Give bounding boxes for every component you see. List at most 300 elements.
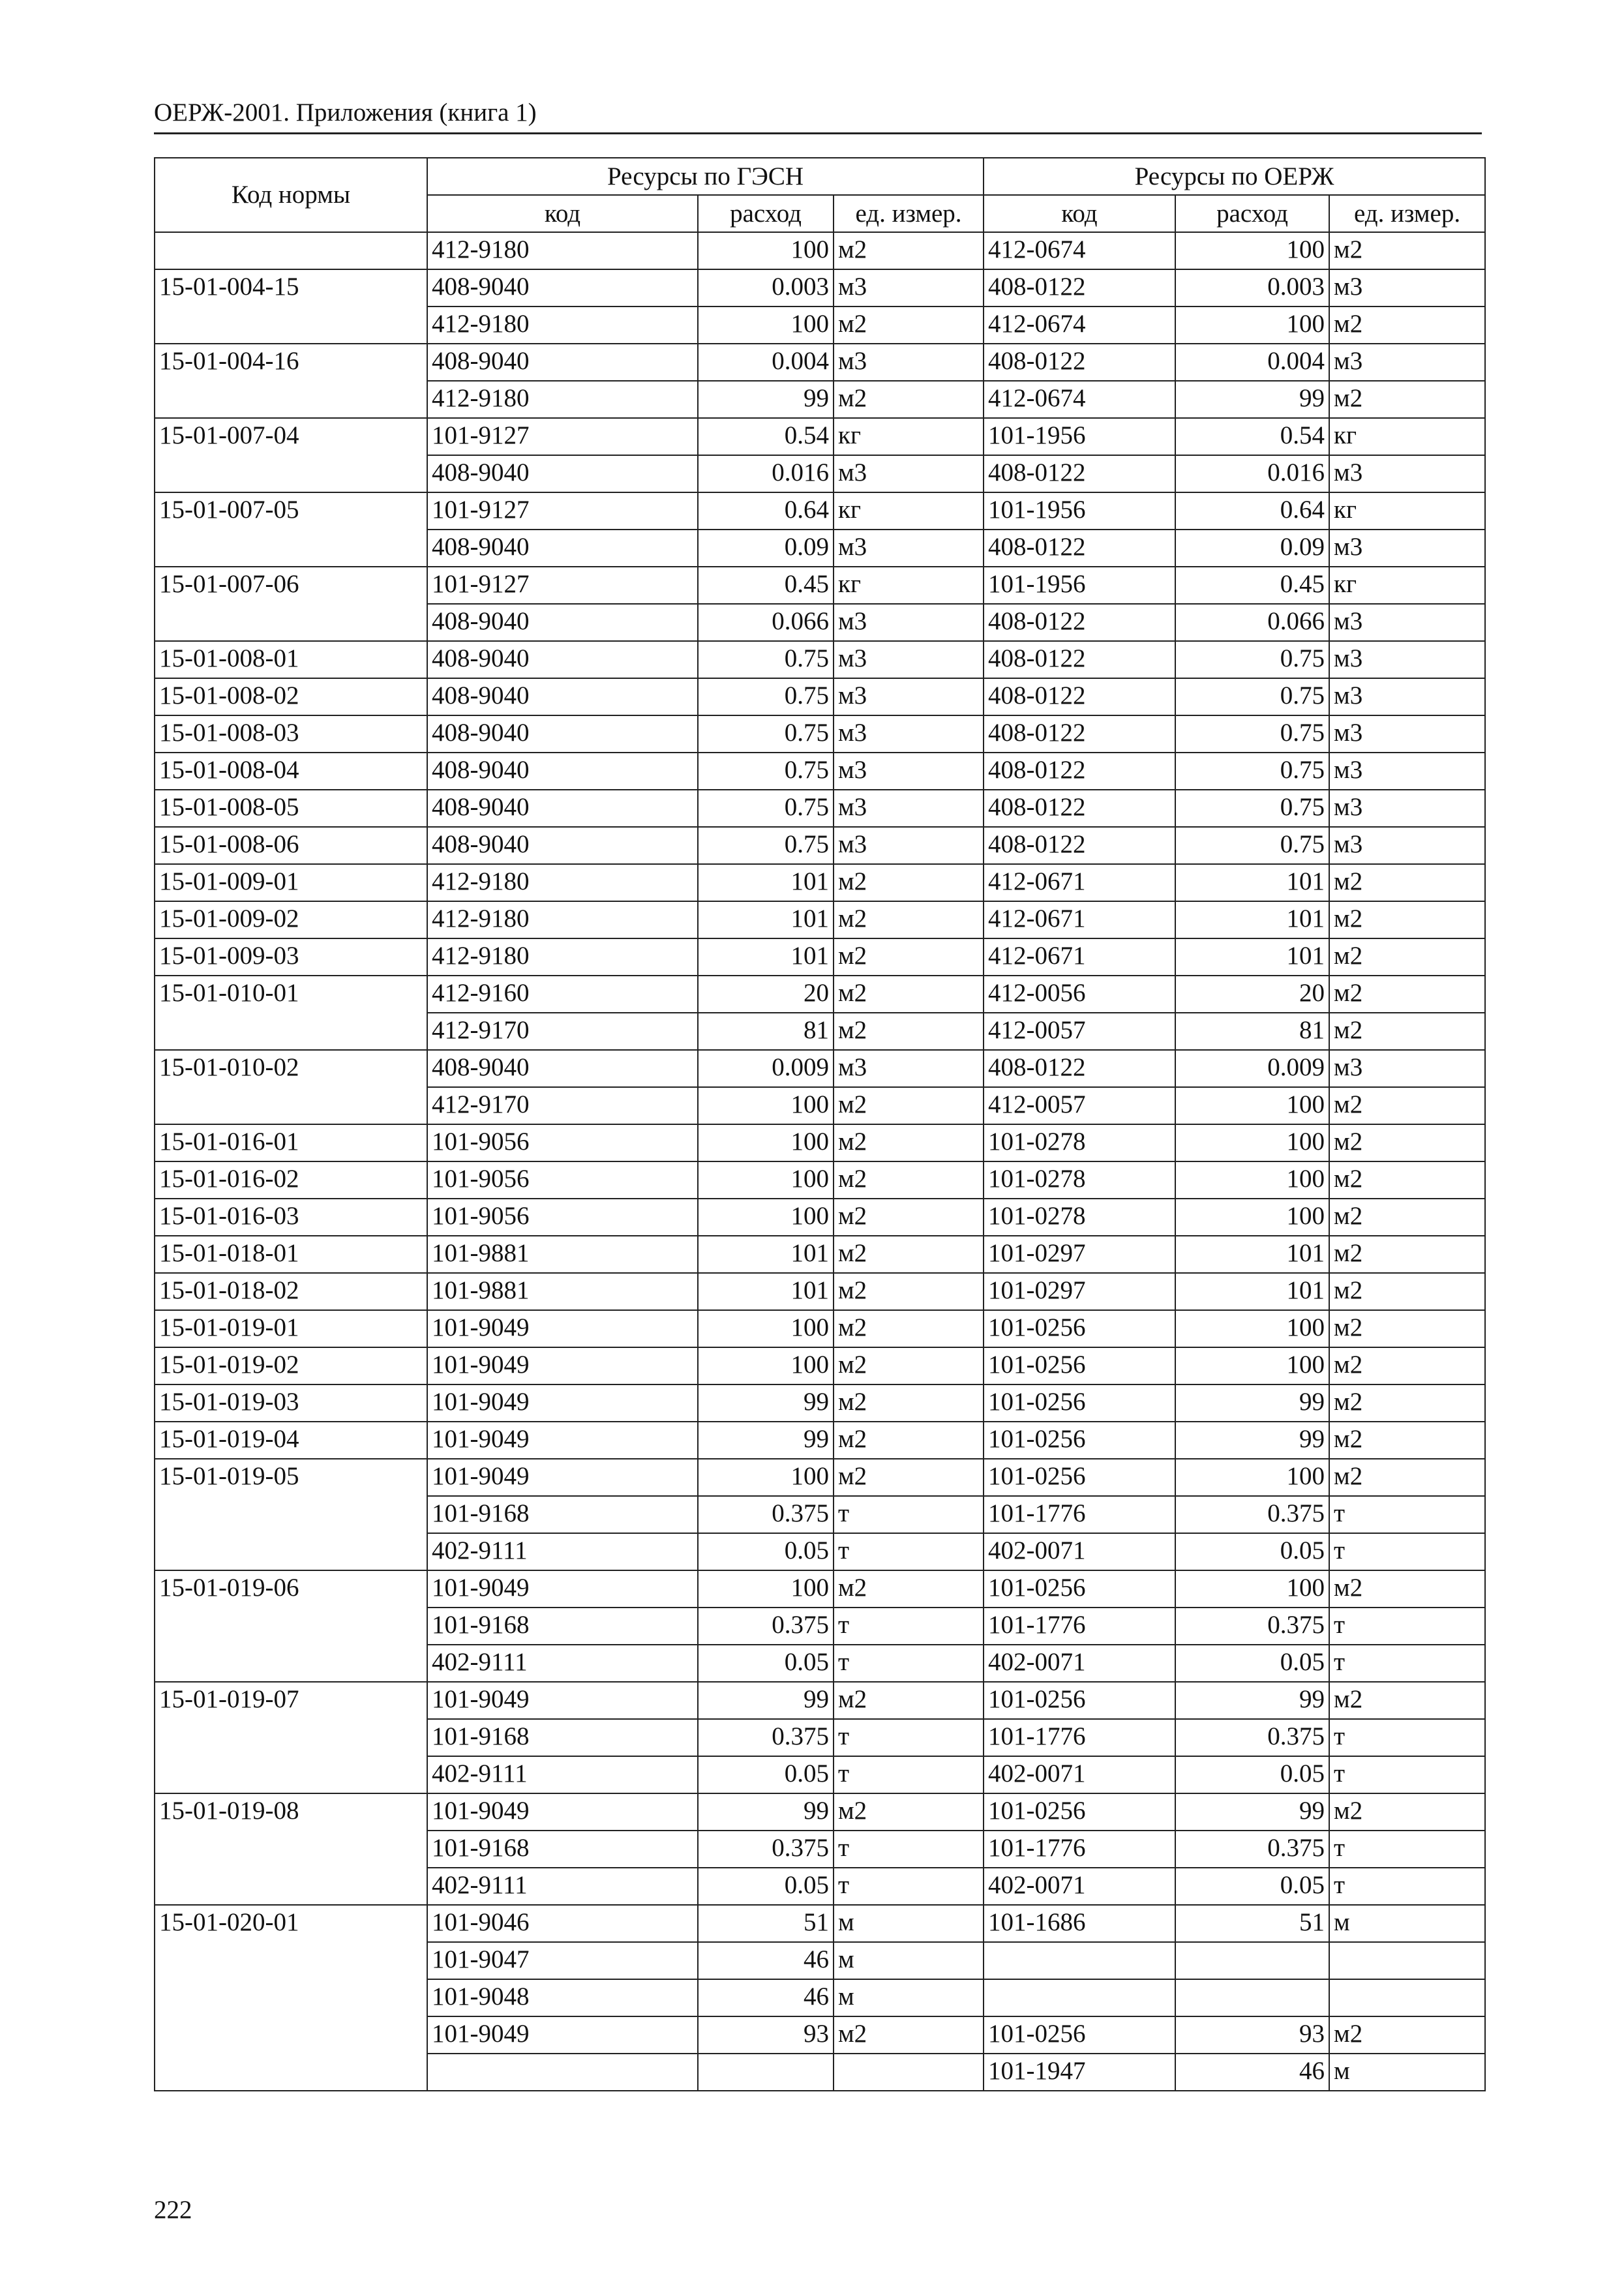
oerzh-amount-cell: 0.75 <box>1175 678 1329 715</box>
oerzh-code-cell: 408-0122 <box>984 455 1175 492</box>
gesn-amount-cell: 99 <box>698 1422 834 1459</box>
oerzh-code-cell: 101-0297 <box>984 1236 1175 1273</box>
gesn-code-cell: 408-9040 <box>427 269 698 307</box>
gesn-unit-cell: т <box>834 1496 984 1533</box>
oerzh-unit-cell: м3 <box>1329 455 1485 492</box>
gesn-code-cell: 402-9111 <box>427 1756 698 1793</box>
gesn-code-cell: 101-9049 <box>427 1347 698 1384</box>
norm-code-cell: 15-01-007-05 <box>155 492 427 567</box>
table-row <box>155 269 1485 307</box>
gesn-amount-cell <box>698 2054 834 2091</box>
gesn-code-cell: 101-9168 <box>427 1608 698 1645</box>
gesn-code-cell: 101-9049 <box>427 1384 698 1422</box>
norm-code-cell: 15-01-010-01 <box>155 976 427 1050</box>
oerzh-code-cell: 412-0674 <box>984 307 1175 344</box>
gesn-unit-cell: м2 <box>834 1087 984 1124</box>
oerzh-amount-cell: 101 <box>1175 1273 1329 1310</box>
oerzh-code-cell: 101-0278 <box>984 1199 1175 1236</box>
oerzh-unit-cell: м2 <box>1329 381 1485 418</box>
oerzh-code-cell <box>984 1979 1175 2016</box>
oerzh-unit-cell: м2 <box>1329 976 1485 1013</box>
gesn-amount-cell: 100 <box>698 1310 834 1347</box>
norm-code-cell: 15-01-020-01 <box>155 1905 427 2091</box>
oerzh-unit-cell: кг <box>1329 492 1485 530</box>
header-gesn-group: Ресурсы по ГЭСН <box>427 158 984 195</box>
oerzh-code-cell: 101-1956 <box>984 567 1175 604</box>
table-row <box>155 678 1485 715</box>
page-number: 222 <box>154 2196 192 2224</box>
norm-code-cell: 15-01-004-16 <box>155 344 427 418</box>
oerzh-unit-cell: м2 <box>1329 938 1485 976</box>
gesn-code-cell: 101-9049 <box>427 1570 698 1608</box>
gesn-amount-cell: 0.75 <box>698 790 834 827</box>
oerzh-unit-cell: т <box>1329 1831 1485 1868</box>
table-row <box>155 344 1485 381</box>
gesn-unit-cell: м2 <box>834 864 984 901</box>
oerzh-amount-cell: 101 <box>1175 1236 1329 1273</box>
gesn-amount-cell: 99 <box>698 381 834 418</box>
oerzh-amount-cell: 0.09 <box>1175 530 1329 567</box>
oerzh-amount-cell: 100 <box>1175 1347 1329 1384</box>
oerzh-amount-cell: 0.016 <box>1175 455 1329 492</box>
oerzh-amount-cell: 0.54 <box>1175 418 1329 455</box>
oerzh-code-cell: 402-0071 <box>984 1645 1175 1682</box>
gesn-code-cell: 101-9056 <box>427 1199 698 1236</box>
gesn-unit-cell: м2 <box>834 901 984 938</box>
gesn-code-cell: 101-9168 <box>427 1496 698 1533</box>
table-row <box>155 1347 1485 1384</box>
oerzh-code-cell: 412-0674 <box>984 381 1175 418</box>
gesn-amount-cell: 0.75 <box>698 641 834 678</box>
oerzh-code-cell: 408-0122 <box>984 790 1175 827</box>
norm-code-cell: 15-01-010-02 <box>155 1050 427 1124</box>
gesn-unit-cell: м3 <box>834 455 984 492</box>
oerzh-code-cell: 412-0671 <box>984 901 1175 938</box>
oerzh-code-cell: 408-0122 <box>984 1050 1175 1087</box>
gesn-code-cell: 412-9160 <box>427 976 698 1013</box>
oerzh-code-cell: 101-1776 <box>984 1719 1175 1756</box>
oerzh-amount-cell: 0.066 <box>1175 604 1329 641</box>
oerzh-unit-cell: т <box>1329 1496 1485 1533</box>
gesn-unit-cell: кг <box>834 492 984 530</box>
oerzh-code-cell: 408-0122 <box>984 530 1175 567</box>
gesn-amount-cell: 93 <box>698 2016 834 2054</box>
gesn-amount-cell: 101 <box>698 901 834 938</box>
oerzh-unit-cell: м3 <box>1329 715 1485 753</box>
gesn-code-cell: 408-9040 <box>427 1050 698 1087</box>
header-row-groups <box>155 158 1485 195</box>
gesn-code-cell: 101-9049 <box>427 1682 698 1719</box>
oerzh-unit-cell <box>1329 1979 1485 2016</box>
norm-code-cell: 15-01-009-03 <box>155 938 427 976</box>
oerzh-amount-cell: 0.003 <box>1175 269 1329 307</box>
header-oerzh-unit: ед. измер. <box>1329 195 1485 232</box>
oerzh-unit-cell: т <box>1329 1756 1485 1793</box>
gesn-code-cell: 402-9111 <box>427 1533 698 1570</box>
gesn-amount-cell: 0.05 <box>698 1645 834 1682</box>
oerzh-amount-cell: 100 <box>1175 1124 1329 1161</box>
norm-code-cell: 15-01-009-02 <box>155 901 427 938</box>
oerzh-amount-cell: 0.05 <box>1175 1868 1329 1905</box>
norm-code-cell: 15-01-016-01 <box>155 1124 427 1161</box>
table-row <box>155 1905 1485 1942</box>
norm-code-cell: 15-01-008-03 <box>155 715 427 753</box>
gesn-amount-cell: 0.375 <box>698 1719 834 1756</box>
oerzh-unit-cell: м2 <box>1329 1682 1485 1719</box>
norm-code-cell: 15-01-008-05 <box>155 790 427 827</box>
gesn-unit-cell: м2 <box>834 1273 984 1310</box>
oerzh-amount-cell: 0.375 <box>1175 1608 1329 1645</box>
oerzh-amount-cell: 99 <box>1175 1384 1329 1422</box>
gesn-code-cell: 408-9040 <box>427 344 698 381</box>
gesn-code-cell: 408-9040 <box>427 641 698 678</box>
norm-code-cell: 15-01-007-06 <box>155 567 427 641</box>
norm-code-cell: 15-01-018-01 <box>155 1236 427 1273</box>
header-oerzh-amount: расход <box>1175 195 1329 232</box>
header-oerzh-code: код <box>984 195 1175 232</box>
oerzh-unit-cell: м2 <box>1329 901 1485 938</box>
gesn-unit-cell: м3 <box>834 1050 984 1087</box>
norm-code-cell: 15-01-016-03 <box>155 1199 427 1236</box>
table-row <box>155 864 1485 901</box>
gesn-unit-cell: кг <box>834 418 984 455</box>
gesn-unit-cell: т <box>834 1756 984 1793</box>
norm-code-cell: 15-01-019-07 <box>155 1682 427 1793</box>
oerzh-unit-cell: м2 <box>1329 864 1485 901</box>
gesn-code-cell: 412-9180 <box>427 232 698 269</box>
oerzh-amount-cell: 100 <box>1175 1459 1329 1496</box>
gesn-unit-cell: т <box>834 1533 984 1570</box>
gesn-unit-cell: м3 <box>834 269 984 307</box>
table-row <box>155 1310 1485 1347</box>
gesn-unit-cell: м3 <box>834 715 984 753</box>
header-gesn-amount: расход <box>698 195 834 232</box>
oerzh-amount-cell: 0.05 <box>1175 1533 1329 1570</box>
gesn-unit-cell: т <box>834 1868 984 1905</box>
oerzh-amount-cell: 101 <box>1175 938 1329 976</box>
table-row <box>155 1236 1485 1273</box>
table-row <box>155 418 1485 455</box>
oerzh-amount-cell: 101 <box>1175 901 1329 938</box>
gesn-code-cell: 412-9180 <box>427 938 698 976</box>
gesn-unit-cell: т <box>834 1831 984 1868</box>
oerzh-amount-cell: 0.75 <box>1175 641 1329 678</box>
table-row <box>155 1161 1485 1199</box>
gesn-amount-cell: 0.09 <box>698 530 834 567</box>
norm-code-cell: 15-01-019-08 <box>155 1793 427 1905</box>
oerzh-amount-cell: 100 <box>1175 307 1329 344</box>
norm-code-cell: 15-01-018-02 <box>155 1273 427 1310</box>
gesn-unit-cell: м <box>834 1905 984 1942</box>
oerzh-code-cell: 101-0256 <box>984 1793 1175 1831</box>
gesn-amount-cell: 0.375 <box>698 1496 834 1533</box>
oerzh-code-cell: 412-0057 <box>984 1087 1175 1124</box>
gesn-amount-cell: 0.05 <box>698 1868 834 1905</box>
oerzh-amount-cell: 99 <box>1175 381 1329 418</box>
gesn-code-cell: 412-9180 <box>427 381 698 418</box>
gesn-amount-cell: 100 <box>698 232 834 269</box>
oerzh-amount-cell: 46 <box>1175 2054 1329 2091</box>
table-row <box>155 1793 1485 1831</box>
oerzh-unit-cell: м2 <box>1329 1384 1485 1422</box>
gesn-code-cell: 101-9127 <box>427 567 698 604</box>
gesn-unit-cell: м2 <box>834 1793 984 1831</box>
norm-code-cell: 15-01-019-06 <box>155 1570 427 1682</box>
gesn-amount-cell: 0.003 <box>698 269 834 307</box>
oerzh-amount-cell <box>1175 1979 1329 2016</box>
gesn-code-cell: 101-9056 <box>427 1161 698 1199</box>
oerzh-amount-cell: 0.64 <box>1175 492 1329 530</box>
oerzh-unit-cell: м2 <box>1329 1570 1485 1608</box>
oerzh-amount-cell: 0.375 <box>1175 1831 1329 1868</box>
oerzh-code-cell: 412-0056 <box>984 976 1175 1013</box>
oerzh-amount-cell: 0.004 <box>1175 344 1329 381</box>
header-gesn-unit: ед. измер. <box>834 195 984 232</box>
oerzh-code-cell: 408-0122 <box>984 604 1175 641</box>
gesn-unit-cell: м2 <box>834 1570 984 1608</box>
gesn-amount-cell: 0.066 <box>698 604 834 641</box>
oerzh-amount-cell: 0.75 <box>1175 715 1329 753</box>
oerzh-code-cell: 101-0256 <box>984 1310 1175 1347</box>
gesn-unit-cell: м2 <box>834 232 984 269</box>
gesn-amount-cell: 100 <box>698 1124 834 1161</box>
oerzh-unit-cell: м2 <box>1329 1161 1485 1199</box>
header-norm-code: Код нормы <box>155 158 427 232</box>
gesn-amount-cell: 0.75 <box>698 827 834 864</box>
oerzh-unit-cell: м3 <box>1329 530 1485 567</box>
oerzh-unit-cell: м2 <box>1329 1793 1485 1831</box>
oerzh-unit-cell: м <box>1329 1905 1485 1942</box>
oerzh-unit-cell: м3 <box>1329 790 1485 827</box>
oerzh-unit-cell: м2 <box>1329 1087 1485 1124</box>
gesn-amount-cell: 0.375 <box>698 1831 834 1868</box>
table-row <box>155 1459 1485 1496</box>
gesn-code-cell: 101-9047 <box>427 1942 698 1979</box>
norm-code-cell: 15-01-019-03 <box>155 1384 427 1422</box>
oerzh-code-cell: 101-0256 <box>984 1384 1175 1422</box>
gesn-amount-cell: 0.05 <box>698 1756 834 1793</box>
oerzh-amount-cell: 0.75 <box>1175 753 1329 790</box>
gesn-unit-cell: м2 <box>834 1422 984 1459</box>
gesn-amount-cell: 101 <box>698 1236 834 1273</box>
gesn-amount-cell: 100 <box>698 1570 834 1608</box>
gesn-amount-cell: 51 <box>698 1905 834 1942</box>
table-row <box>155 753 1485 790</box>
gesn-code-cell: 101-9049 <box>427 1793 698 1831</box>
table-row <box>155 938 1485 976</box>
oerzh-unit-cell: м2 <box>1329 1310 1485 1347</box>
gesn-code-cell: 412-9180 <box>427 307 698 344</box>
gesn-unit-cell: м2 <box>834 381 984 418</box>
oerzh-unit-cell: кг <box>1329 567 1485 604</box>
oerzh-unit-cell: м2 <box>1329 232 1485 269</box>
gesn-unit-cell: кг <box>834 567 984 604</box>
norm-code-cell <box>155 232 427 269</box>
gesn-amount-cell: 46 <box>698 1979 834 2016</box>
oerzh-amount-cell: 100 <box>1175 1087 1329 1124</box>
gesn-unit-cell: м3 <box>834 790 984 827</box>
header-rule <box>154 132 1482 134</box>
oerzh-amount-cell <box>1175 1942 1329 1979</box>
oerzh-unit-cell: т <box>1329 1868 1485 1905</box>
oerzh-code-cell: 101-0256 <box>984 1682 1175 1719</box>
gesn-amount-cell: 101 <box>698 1273 834 1310</box>
gesn-unit-cell: м2 <box>834 2016 984 2054</box>
gesn-unit-cell <box>834 2054 984 2091</box>
gesn-code-cell <box>427 2054 698 2091</box>
oerzh-code-cell: 412-0057 <box>984 1013 1175 1050</box>
oerzh-code-cell: 101-0256 <box>984 1459 1175 1496</box>
gesn-amount-cell: 46 <box>698 1942 834 1979</box>
gesn-unit-cell: м3 <box>834 604 984 641</box>
gesn-unit-cell: м <box>834 1979 984 2016</box>
oerzh-unit-cell: т <box>1329 1719 1485 1756</box>
gesn-unit-cell: м2 <box>834 976 984 1013</box>
oerzh-code-cell: 402-0071 <box>984 1868 1175 1905</box>
gesn-unit-cell: м2 <box>834 1310 984 1347</box>
gesn-amount-cell: 101 <box>698 864 834 901</box>
oerzh-code-cell: 101-1776 <box>984 1831 1175 1868</box>
gesn-code-cell: 101-9049 <box>427 1422 698 1459</box>
table-row <box>155 1570 1485 1608</box>
table-row <box>155 641 1485 678</box>
oerzh-unit-cell: м2 <box>1329 1199 1485 1236</box>
oerzh-code-cell: 101-0256 <box>984 2016 1175 2054</box>
table-row <box>155 827 1485 864</box>
gesn-amount-cell: 0.375 <box>698 1608 834 1645</box>
table-row <box>155 1199 1485 1236</box>
gesn-unit-cell: м2 <box>834 1384 984 1422</box>
oerzh-code-cell: 408-0122 <box>984 753 1175 790</box>
oerzh-unit-cell: м2 <box>1329 1273 1485 1310</box>
resource-mapping-table <box>154 157 1486 2091</box>
gesn-code-cell: 101-9881 <box>427 1236 698 1273</box>
gesn-code-cell: 408-9040 <box>427 530 698 567</box>
table-row <box>155 1384 1485 1422</box>
gesn-code-cell: 101-9168 <box>427 1831 698 1868</box>
oerzh-code-cell: 101-1956 <box>984 492 1175 530</box>
norm-code-cell: 15-01-019-05 <box>155 1459 427 1570</box>
table-row <box>155 1124 1485 1161</box>
oerzh-amount-cell: 100 <box>1175 232 1329 269</box>
norm-code-cell: 15-01-009-01 <box>155 864 427 901</box>
oerzh-unit-cell: м2 <box>1329 2016 1485 2054</box>
norm-code-cell: 15-01-019-04 <box>155 1422 427 1459</box>
gesn-unit-cell: м3 <box>834 753 984 790</box>
oerzh-code-cell: 101-1947 <box>984 2054 1175 2091</box>
oerzh-code-cell: 412-0671 <box>984 864 1175 901</box>
oerzh-code-cell: 101-1776 <box>984 1496 1175 1533</box>
oerzh-unit-cell: т <box>1329 1608 1485 1645</box>
table-body <box>155 232 1485 2091</box>
norm-code-cell: 15-01-019-02 <box>155 1347 427 1384</box>
gesn-unit-cell: т <box>834 1719 984 1756</box>
table-row <box>155 1273 1485 1310</box>
oerzh-code-cell: 101-0278 <box>984 1124 1175 1161</box>
oerzh-code-cell <box>984 1942 1175 1979</box>
running-header: ОЕРЖ-2001. Приложения (книга 1) <box>154 98 537 127</box>
oerzh-code-cell: 408-0122 <box>984 344 1175 381</box>
gesn-code-cell: 101-9127 <box>427 492 698 530</box>
gesn-amount-cell: 0.05 <box>698 1533 834 1570</box>
gesn-amount-cell: 99 <box>698 1682 834 1719</box>
table-row <box>155 901 1485 938</box>
gesn-code-cell: 412-9180 <box>427 864 698 901</box>
gesn-unit-cell: м2 <box>834 1459 984 1496</box>
gesn-unit-cell: т <box>834 1645 984 1682</box>
gesn-amount-cell: 100 <box>698 1161 834 1199</box>
oerzh-amount-cell: 0.05 <box>1175 1756 1329 1793</box>
oerzh-amount-cell: 100 <box>1175 1161 1329 1199</box>
oerzh-unit-cell: т <box>1329 1533 1485 1570</box>
oerzh-amount-cell: 93 <box>1175 2016 1329 2054</box>
gesn-amount-cell: 100 <box>698 307 834 344</box>
gesn-amount-cell: 0.75 <box>698 715 834 753</box>
oerzh-unit-cell: м3 <box>1329 678 1485 715</box>
oerzh-code-cell: 408-0122 <box>984 827 1175 864</box>
oerzh-code-cell: 412-0671 <box>984 938 1175 976</box>
table-row <box>155 976 1485 1013</box>
oerzh-amount-cell: 100 <box>1175 1199 1329 1236</box>
gesn-code-cell: 408-9040 <box>427 790 698 827</box>
header-oerzh-group: Ресурсы по ОЕРЖ <box>984 158 1485 195</box>
table-row <box>155 492 1485 530</box>
oerzh-amount-cell: 81 <box>1175 1013 1329 1050</box>
norm-code-cell: 15-01-007-04 <box>155 418 427 492</box>
gesn-unit-cell: м3 <box>834 344 984 381</box>
oerzh-code-cell: 408-0122 <box>984 269 1175 307</box>
oerzh-unit-cell: м3 <box>1329 604 1485 641</box>
oerzh-unit-cell: м3 <box>1329 827 1485 864</box>
norm-code-cell: 15-01-008-06 <box>155 827 427 864</box>
oerzh-unit-cell: м3 <box>1329 269 1485 307</box>
oerzh-unit-cell: м3 <box>1329 753 1485 790</box>
oerzh-code-cell: 101-0256 <box>984 1570 1175 1608</box>
gesn-code-cell: 101-9049 <box>427 1310 698 1347</box>
gesn-unit-cell: м2 <box>834 938 984 976</box>
oerzh-amount-cell: 0.45 <box>1175 567 1329 604</box>
oerzh-unit-cell: м2 <box>1329 1459 1485 1496</box>
oerzh-unit-cell: м <box>1329 2054 1485 2091</box>
oerzh-amount-cell: 100 <box>1175 1310 1329 1347</box>
gesn-unit-cell: м3 <box>834 641 984 678</box>
gesn-amount-cell: 101 <box>698 938 834 976</box>
resource-table-container <box>154 157 1484 2091</box>
gesn-unit-cell: м2 <box>834 1124 984 1161</box>
norm-code-cell: 15-01-016-02 <box>155 1161 427 1199</box>
norm-code-cell: 15-01-008-02 <box>155 678 427 715</box>
oerzh-amount-cell: 100 <box>1175 1570 1329 1608</box>
gesn-amount-cell: 0.004 <box>698 344 834 381</box>
gesn-unit-cell: м <box>834 1942 984 1979</box>
gesn-amount-cell: 100 <box>698 1087 834 1124</box>
oerzh-code-cell: 408-0122 <box>984 641 1175 678</box>
table-row <box>155 1422 1485 1459</box>
oerzh-amount-cell: 0.375 <box>1175 1496 1329 1533</box>
oerzh-code-cell: 101-0297 <box>984 1273 1175 1310</box>
oerzh-unit-cell <box>1329 1942 1485 1979</box>
gesn-code-cell: 408-9040 <box>427 827 698 864</box>
gesn-amount-cell: 100 <box>698 1347 834 1384</box>
gesn-unit-cell: м2 <box>834 1347 984 1384</box>
header-gesn-code: код <box>427 195 698 232</box>
oerzh-amount-cell: 101 <box>1175 864 1329 901</box>
oerzh-amount-cell: 0.009 <box>1175 1050 1329 1087</box>
norm-code-cell: 15-01-019-01 <box>155 1310 427 1347</box>
gesn-code-cell: 101-9127 <box>427 418 698 455</box>
oerzh-unit-cell: м2 <box>1329 1422 1485 1459</box>
gesn-unit-cell: м3 <box>834 827 984 864</box>
